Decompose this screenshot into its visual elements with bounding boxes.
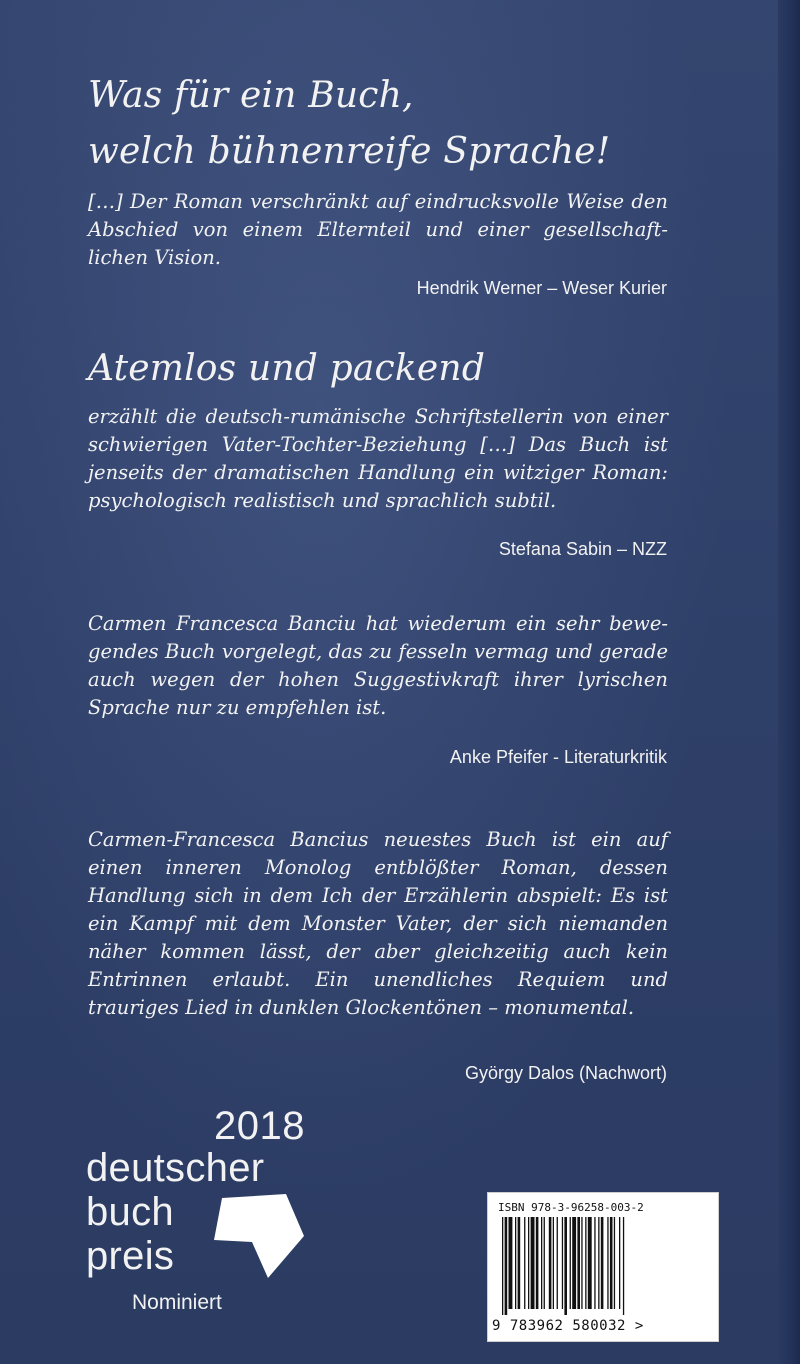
award-line-preis: preis	[86, 1234, 175, 1278]
book-prize-logo-icon	[212, 1192, 306, 1280]
barcode-digits: 9 783962 580032 >	[492, 1318, 644, 1334]
review-2-heading: Atemlos und packend	[88, 348, 486, 389]
award-status: Nominiert	[132, 1291, 222, 1314]
award-line-buch: buch	[86, 1190, 174, 1234]
award-line-deutscher: deutscher	[86, 1146, 265, 1190]
review-1-heading-line2: welch bühnenreife Sprache!	[88, 131, 611, 172]
review-4-text: Carmen-Francesca Bancius neuestes Buch ist ein auf einen inneren Monolog entblößter Roman, dessen Handlung sich in dem Ich der Erzählerin abspielt: Es ist ein Kampf mit dem Monster Vater, der sich niemanden näher kommen lässt, der aber gleichzeitig auch kein Entrinnen erlaubt. Ein unendliches Requiem und trauriges Lied in dunklen Glockentönen – monumental.	[88, 828, 668, 1019]
award-year: 2018	[214, 1104, 305, 1148]
review-3-attribution: Anke Pfeifer - Literaturkritik	[449, 747, 667, 767]
review-1-heading-line1: Was für ein Buch,	[88, 75, 414, 116]
isbn-barcode	[487, 1192, 719, 1342]
spine-edge	[778, 0, 800, 1364]
review-1-text: […] Der Roman verschränkt auf eindrucksvolle Weise den Abschied von einem Elternteil und einer gesellschaft-lichen Vision.	[88, 190, 668, 269]
review-2-text: erzählt die deutsch-rumänische Schriftstellerin von einer schwierigen Vater-Tochter-Beziehung […] Das Buch ist jenseits der dramatischen Handlung ein witziger Roman: psychologisch realistisch und sprachlich subtil.	[88, 405, 668, 512]
barcode-bars	[498, 1217, 710, 1315]
isbn-label: ISBN 978-3-96258-003-2	[498, 1201, 644, 1214]
review-4-attribution: György Dalos (Nachwort)	[464, 1063, 667, 1083]
review-1-attribution: Hendrik Werner – Weser Kurier	[416, 278, 667, 298]
review-3-text: Carmen Francesca Banciu hat wiederum ein sehr bewe-gendes Buch vorgelegt, das zu fesseln vermag und gerade auch wegen der hohen Suggestivkraft ihrer lyrischen Sprache nur zu empfehlen ist.	[88, 612, 668, 719]
review-2-attribution: Stefana Sabin – NZZ	[498, 539, 667, 559]
